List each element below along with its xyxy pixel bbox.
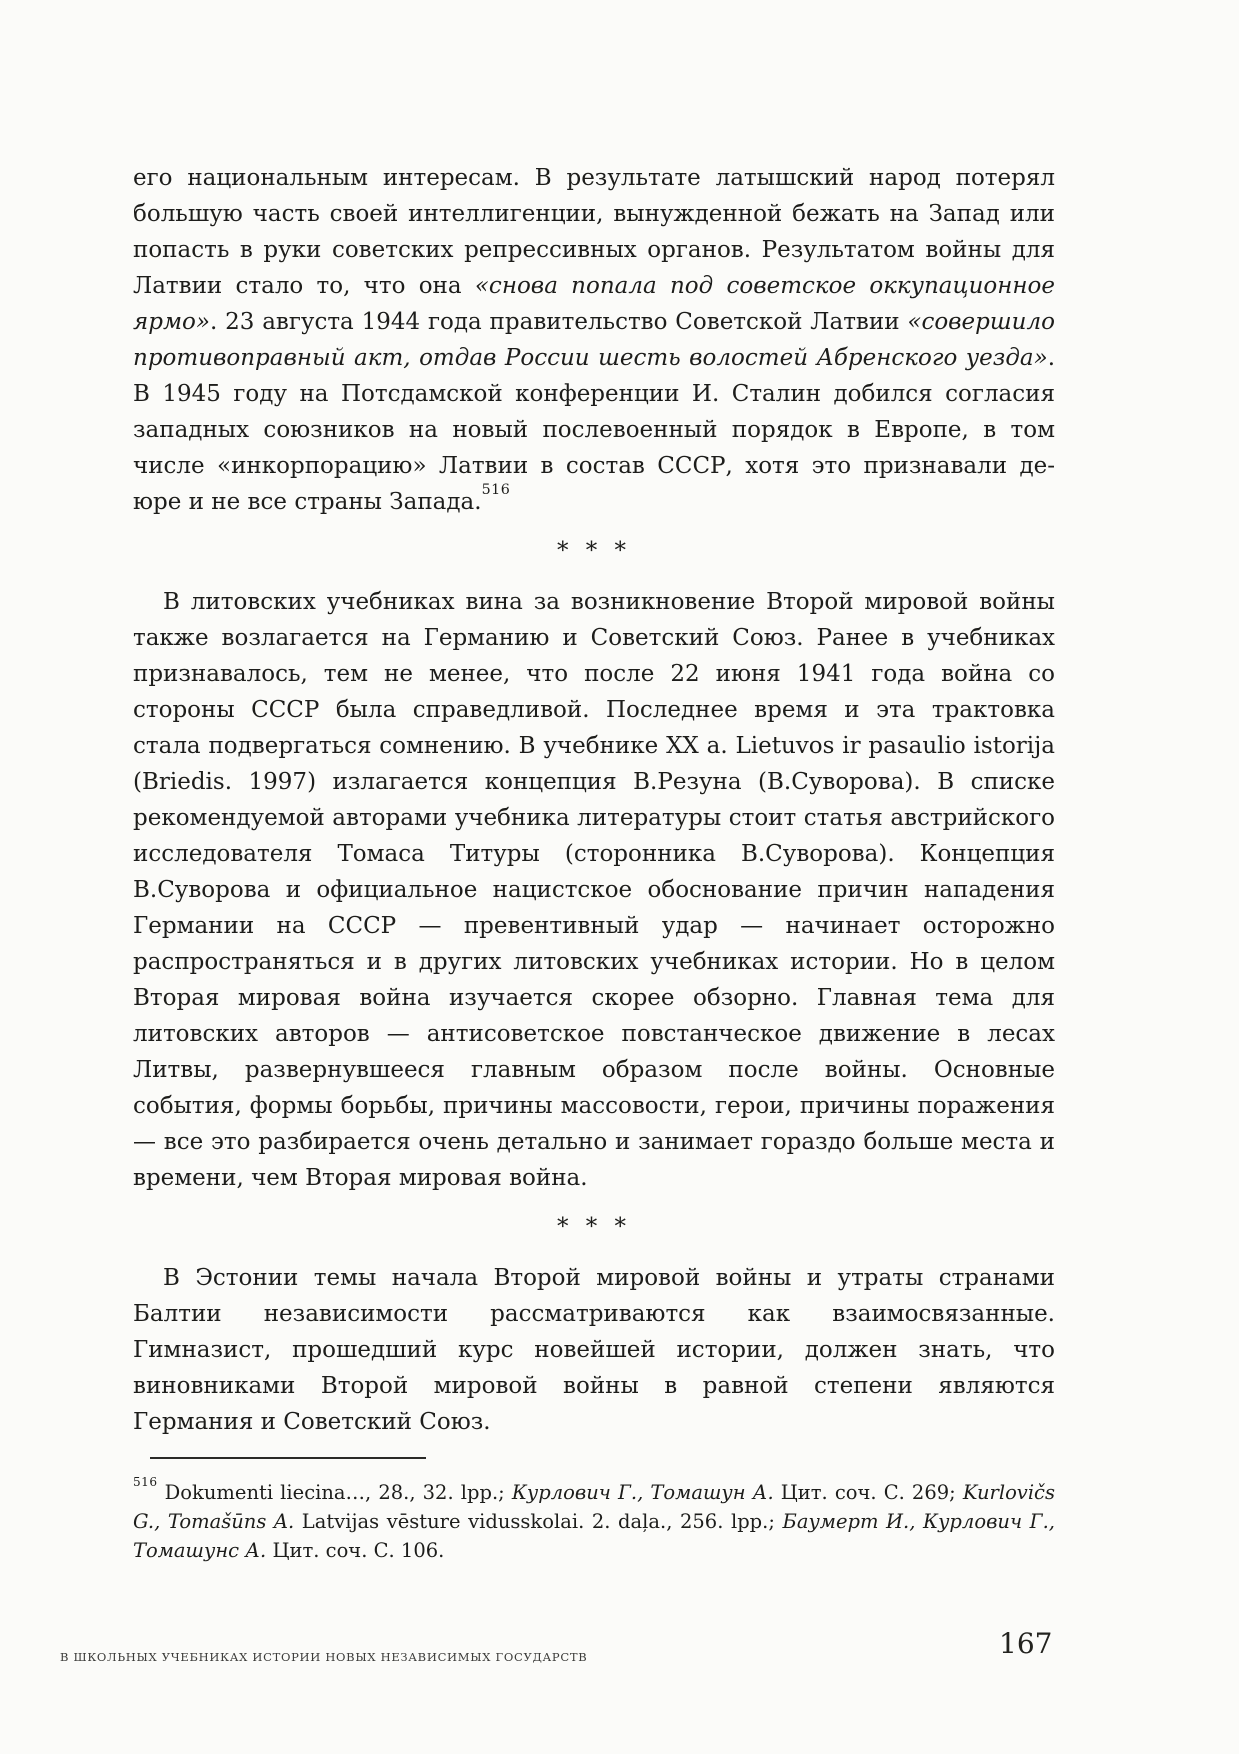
italic-text-run: «снова попала под советское оккупационное ярмо» [133,273,1055,335]
italic-text-run: Баумерт И., Курлович Г., Томашунс А. [133,1510,1055,1562]
italic-text-run: Курлович Г., Томашун А. [511,1481,774,1504]
paragraph [133,160,1055,520]
running-title: В ШКОЛЬНЫХ УЧЕБНИКАХ ИСТОРИИ НОВЫХ НЕЗАВИСИМЫХ ГОСУДАРСТВ [60,1650,588,1664]
text-run: . В 1945 году на Потсдамской конференции И. Сталин добился согласия западных союзников на новый послевоенный порядок в Европе, в том числе «инкорпорацию» Латвии в состав СССР, хотя это признавали де-юре и не все страны Запада. [133,345,1055,515]
text-run: В Эстонии темы начала Второй мировой войны и утраты странами Балтии независимости рассматриваются как взаимосвязанные. Гимназист, прошедший курс новейшей истории, должен знать, что виновниками Второй мировой войны в равной степени являются Германия и Советский Союз. [133,1265,1055,1435]
text-run: Dokumenti liecina…, 28., 32. lpp.; [157,1481,512,1504]
section-divider: * * * [556,1214,632,1240]
paragraph [133,584,1055,1196]
text-run: . 23 августа 1944 года правительство Советской Латвии [209,309,908,335]
text-run: его национальным интересам. В результате латышский народ потерял большую часть своей интеллигенции, вынужденной бежать на Запад или попасть в руки советских репрессивных органов. Результатом войны для Латвии стало то, что она [133,165,1055,299]
section-divider: * * * [556,538,632,564]
text-run: В литовских учебниках вина за возникновение Второй мировой войны также возлагается на Германию и Советский Союз. Ранее в учебниках признавалось, тем не менее, что после 22 июня 1941 года война со стороны СССР была справедливой. Последнее время и эта трактовка стала подвергаться сомнению. В учебнике XX a. Lietuvos ir pasaulio istorija (Briedis. 1997) излагается концепция В.Резуна (В.Суворова). В списке рекомендуемой авторами учебника литературы стоит статья австрийского исследователя Томаса Титуры (сторонника В.Суворова). Концепция В.Суворова и официальное нацистское обоснование причин нападения Германии на СССР — превентивный удар — начинает осторожно распространяться и в других литовских учебниках истории. Но в целом Вторая мировая война изучается скорее обзорно. Главная тема для литовских авторов — антисоветское повстанческое движение в лесах Литвы, развернувшееся главным образом после войны. Основные события, формы борьбы, причины массовости, герои, причины поражения — все это разбирается очень детально и занимает гораздо больше места и времени, чем Вторая мировая война. [133,589,1055,1191]
italic-text-run: «совершило противоправный акт, отдав России шесть волостей Абренского уезда» [133,309,1055,371]
footnote-reference: 516 [133,1475,158,1490]
text-run: Цит. соч. С. 106. [266,1539,445,1562]
page-body [133,160,1055,1440]
text-run: Latvijas vēsture vidusskolai. 2. daļa., 256. lpp.; [294,1510,783,1533]
paragraph [133,1260,1055,1440]
italic-text-run: Kurlovičs G., Tomašūns A. [133,1481,1055,1533]
footnote-text [133,1475,1055,1565]
page-number: 167 [999,1627,1053,1660]
text-run: Цит. соч. С. 269; [773,1481,963,1504]
footnote-separator [150,1457,426,1459]
footnote-reference: 516 [481,481,511,498]
